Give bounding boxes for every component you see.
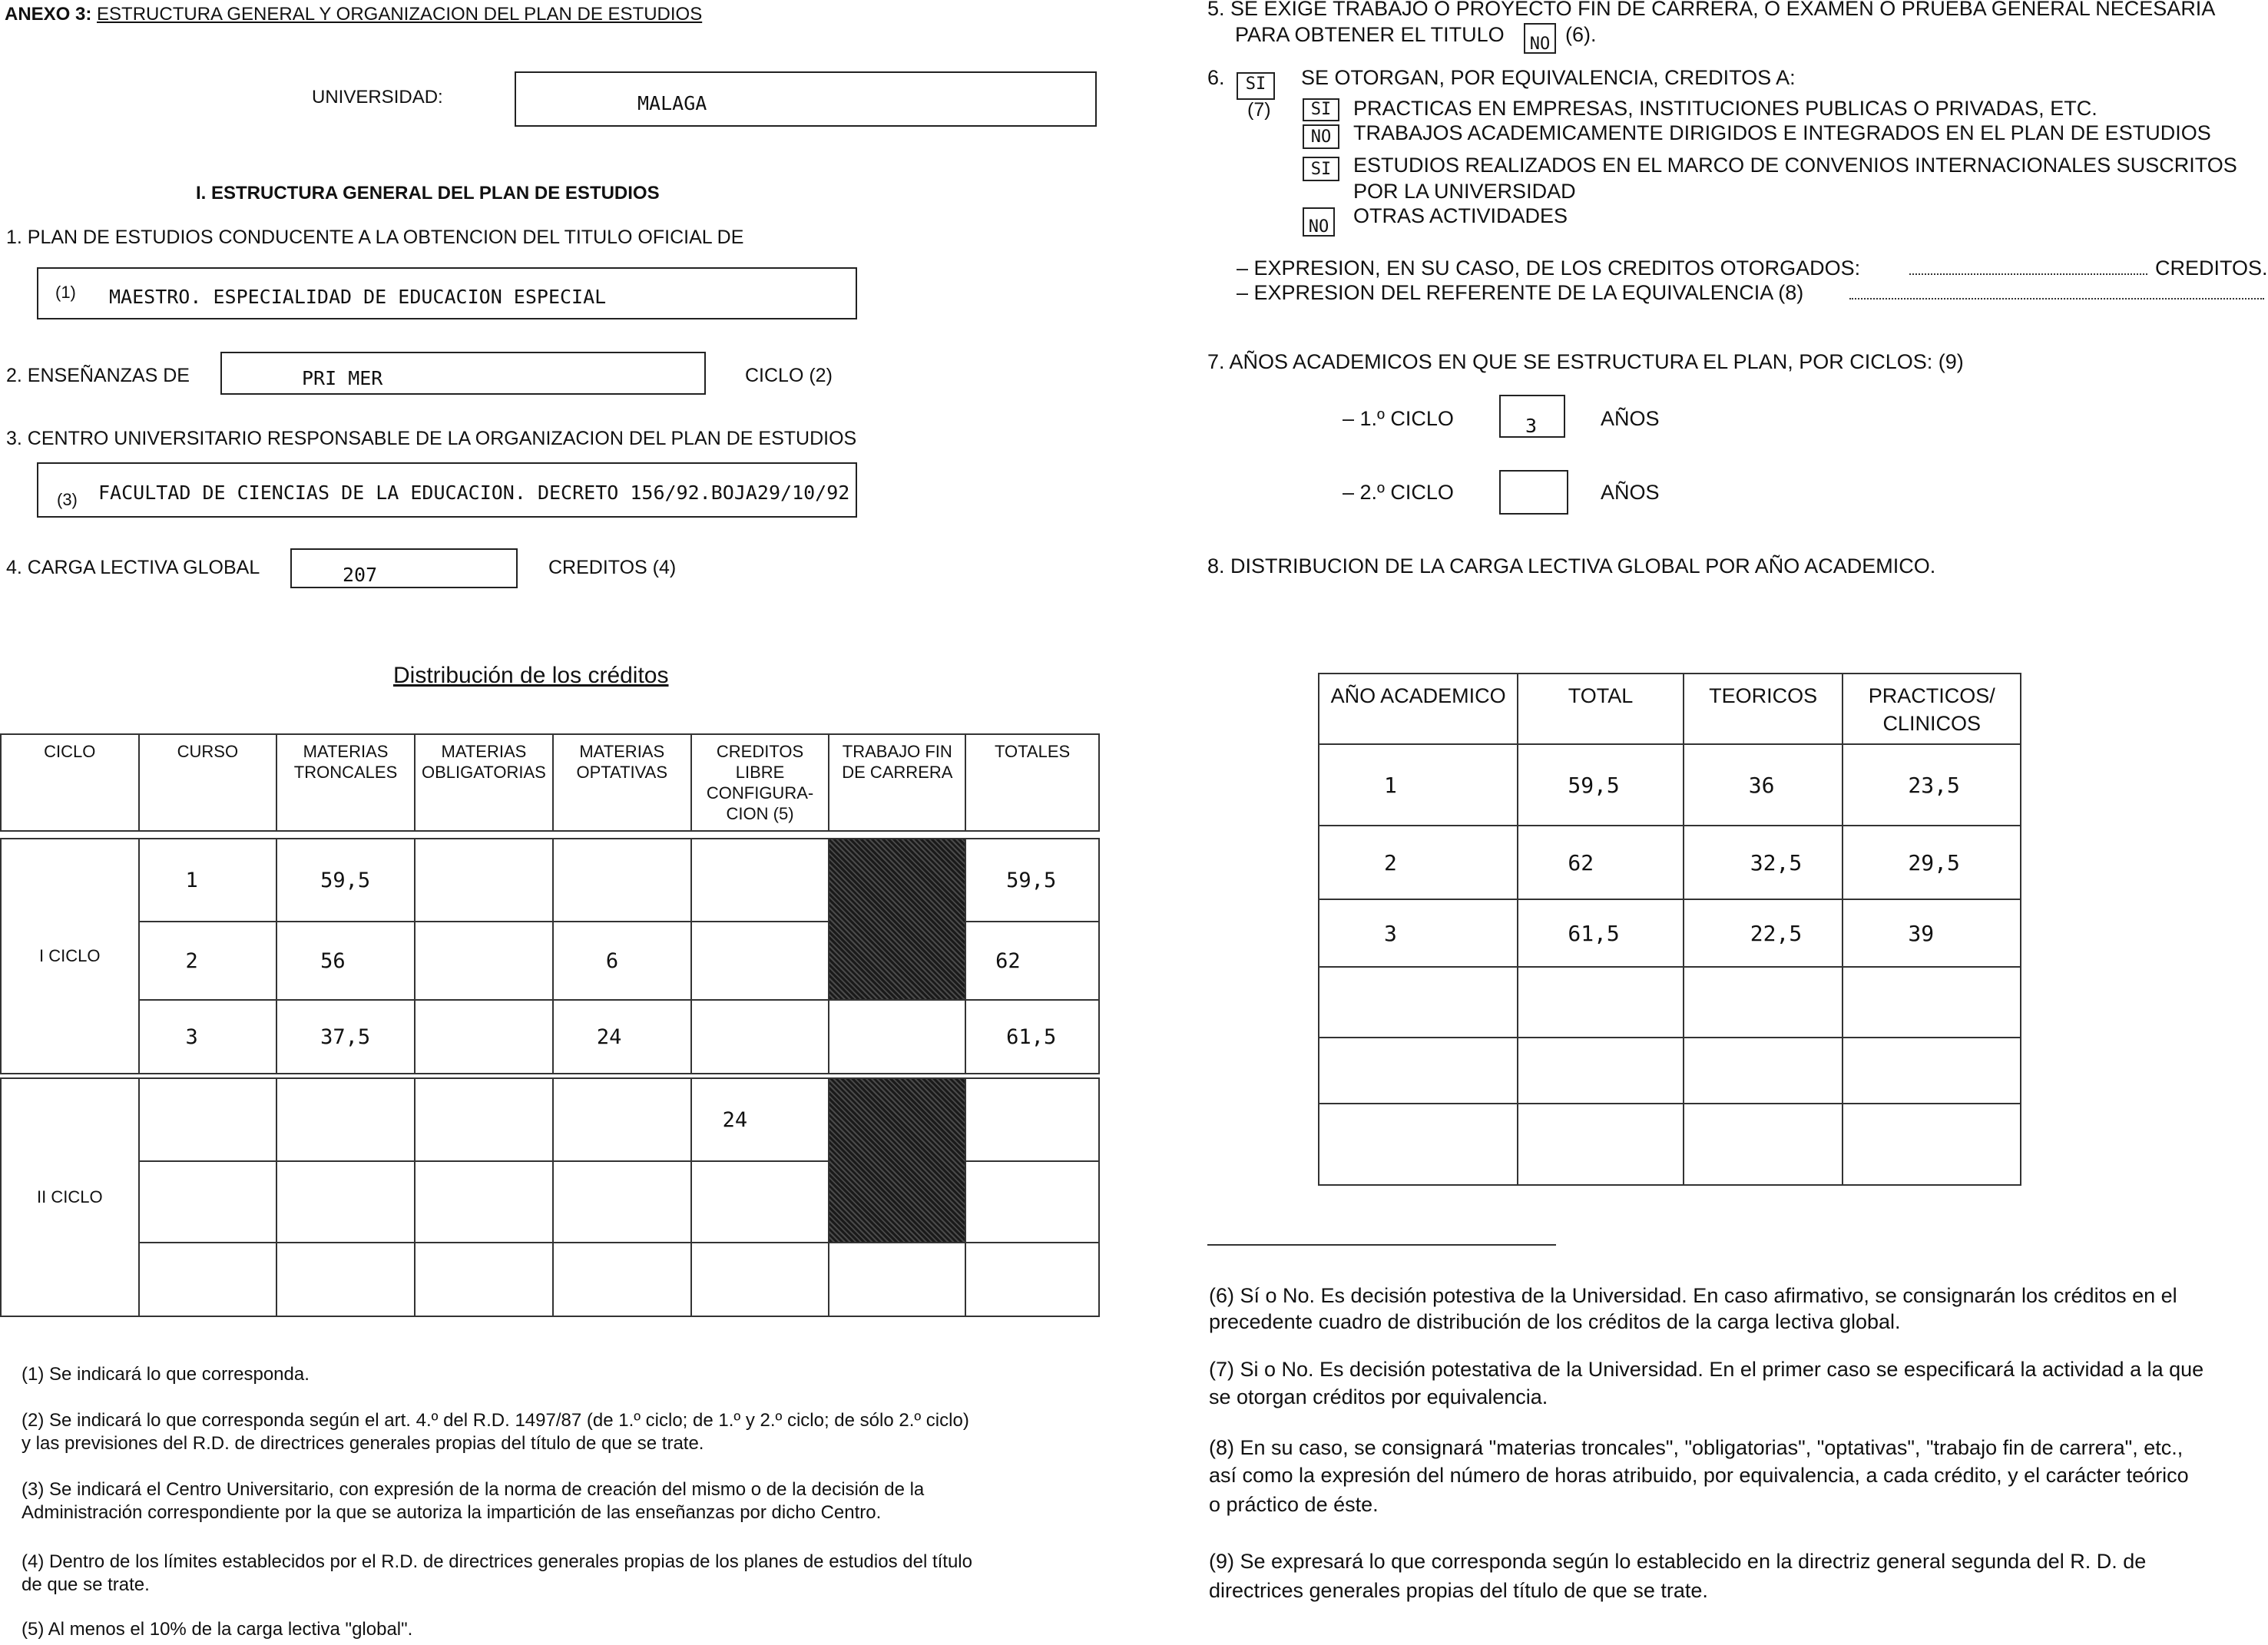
cell-ano (1319, 967, 1518, 1038)
cell-teoricos: 22,5 (1684, 899, 1843, 967)
cell-obligatorias (415, 839, 553, 922)
cell-teoricos: 36 (1684, 744, 1843, 826)
universidad-label: UNIVERSIDAD: (312, 87, 443, 108)
item2-label: 2. ENSEÑANZAS DE (6, 365, 190, 386)
cell-obligatorias (415, 1078, 553, 1161)
item7-label: 7. AÑOS ACADEMICOS EN QUE SE ESTRUCTURA EL PLAN, POR CICLOS: (9) (1207, 350, 1964, 373)
cell-troncales (276, 1078, 415, 1161)
cell-practicos (1843, 967, 2021, 1038)
cell-practicos: 29,5 (1843, 826, 2021, 899)
ciclo1-years-field (1499, 395, 1565, 438)
col-total: TOTAL (1518, 674, 1683, 744)
table-row (1319, 1038, 2021, 1104)
footnote-6-cont: precedente cuadro de distribución de los créditos de la carga lectiva global. (1209, 1310, 1901, 1333)
col-teoricos: TEORICOS (1684, 674, 1843, 744)
item3-label: 3. CENTRO UNIVERSITARIO RESPONSABLE DE LA ORGANIZACION DEL PLAN DE ESTUDIOS (6, 428, 857, 449)
cell-optativas (553, 839, 691, 922)
cell-troncales: 56 (276, 922, 415, 1000)
titulo-ref: (1) (55, 283, 76, 302)
cell-libre (691, 839, 829, 922)
footnote-6: (6) Sí o No. Es decisión potestiva de la Universidad. En caso afirmativo, se consignarán los créditos en el (1209, 1284, 2177, 1307)
cell-ano: 1 (1319, 744, 1518, 826)
cell-libre (691, 922, 829, 1000)
item6-num: 6. (1207, 66, 1225, 89)
item5-ref: (6). (1565, 23, 1597, 46)
item4-suffix: CREDITOS (4) (548, 557, 677, 578)
cell-totales (965, 1078, 1099, 1161)
ciclo2-years-unit: AÑOS (1601, 481, 1660, 504)
table-row (1, 1078, 1099, 1161)
expr1-label: – EXPRESION, EN SU CASO, DE LOS CREDITOS OTORGADOS: (1237, 257, 1861, 280)
item6-ref: (7) (1247, 99, 1271, 121)
cell-curso: 3 (139, 1000, 277, 1074)
footnote-divider (1207, 1244, 1556, 1246)
cell-troncales: 59,5 (276, 839, 415, 922)
cell-totales: 59,5 (965, 839, 1099, 922)
universidad-value: MALAGA (637, 92, 707, 114)
distribution-table (0, 733, 1100, 1317)
ciclo1-years-value: 3 (1525, 415, 1538, 437)
year-distribution-table (1318, 673, 2021, 1186)
ciclo1-label: I CICLO (1, 839, 139, 1074)
footnote-4: (4) Dentro de los límites establecidos por el R.D. de directrices generales propias de los planes de estudios del título (22, 1551, 972, 1572)
universidad-field (515, 71, 1097, 127)
ciclo-field (220, 352, 706, 395)
col-totales: TOTALES (965, 734, 1099, 831)
cell-totales: 62 (965, 922, 1099, 1000)
centro-ref: (3) (57, 490, 78, 509)
item5-line2: PARA OBTENER EL TITULO (1235, 23, 1505, 46)
footnote-9-cont: directrices generales propias del título de que se trate. (1209, 1579, 1708, 1602)
cell-ano (1319, 1104, 1518, 1185)
col-troncales: MATERIAS TRONCALES (276, 734, 415, 831)
cell-ano (1319, 1038, 1518, 1104)
cell-ano: 2 (1319, 826, 1518, 899)
item2-suffix: CICLO (2) (745, 365, 833, 386)
cell-libre (691, 1161, 829, 1243)
cell-totales (965, 1161, 1099, 1243)
cell-totales: 61,5 (965, 1000, 1099, 1074)
trabajo-fin-checkbox: NO (1524, 23, 1556, 54)
practicas-checkbox: SI (1303, 98, 1339, 121)
col-practicos: PRACTICOS/ CLINICOS (1843, 674, 2021, 744)
footnote-3-cont: Administración correspondiente por la que se autoriza la impartición de las enseñanzas por dicho Centro. (22, 1502, 882, 1523)
ciclo1-years-unit: AÑOS (1601, 407, 1660, 430)
cell-teoricos (1684, 1104, 1843, 1185)
carga-field (290, 548, 518, 588)
cell-totales (965, 1243, 1099, 1316)
practicas-label: PRACTICAS EN EMPRESAS, INSTITUCIONES PUBLICAS O PRIVADAS, ETC. (1353, 97, 2097, 120)
trabajos-label: TRABAJOS ACADEMICAMENTE DIRIGIDOS E INTEGRADOS EN EL PLAN DE ESTUDIOS (1353, 121, 2211, 144)
cell-teoricos (1684, 967, 1843, 1038)
convenios-label-cont: POR LA UNIVERSIDAD (1353, 180, 1576, 203)
anexo-header (5, 3, 702, 26)
cell-libre (691, 1000, 829, 1074)
cell-total: 59,5 (1518, 744, 1683, 826)
table-row (1, 1000, 1099, 1074)
cell-practicos: 23,5 (1843, 744, 2021, 826)
cell-total (1518, 1038, 1683, 1104)
cell-practicos (1843, 1038, 2021, 1104)
cell-trabajo-shaded (829, 1078, 965, 1243)
dist-header-row (1, 734, 1099, 831)
cell-trabajo (829, 1243, 965, 1316)
year-header-row (1319, 674, 2021, 744)
footnote-4-cont: de que se trate. (22, 1574, 150, 1595)
col-trabajo: TRABAJO FIN DE CARRERA (829, 734, 965, 831)
item4-label: 4. CARGA LECTIVA GLOBAL (6, 557, 260, 578)
cell-practicos (1843, 1104, 2021, 1185)
ciclo2-label: II CICLO (1, 1078, 139, 1316)
expr2-label: – EXPRESION DEL REFERENTE DE LA EQUIVALENCIA (8) (1237, 281, 1804, 304)
col-optativas: MATERIAS OPTATIVAS (553, 734, 691, 831)
item6-label: SE OTORGAN, POR EQUIVALENCIA, CREDITOS A: (1301, 66, 1796, 89)
cell-total (1518, 1104, 1683, 1185)
convenios-label: ESTUDIOS REALIZADOS EN EL MARCO DE CONVENIOS INTERNACIONALES SUSCRITOS (1353, 154, 2237, 177)
expr1-dots (1909, 273, 2147, 275)
item5-line1: 5. SE EXIGE TRABAJO O PROYECTO FIN DE CARRERA, O EXAMEN O PRUEBA GENERAL NECESARIA (1207, 0, 2216, 20)
cell-troncales (276, 1243, 415, 1316)
footnote-5: (5) Al menos el 10% de la carga lectiva "global". (22, 1619, 413, 1640)
item8-label: 8. DISTRIBUCION DE LA CARGA LECTIVA GLOBAL POR AÑO ACADEMICO. (1207, 554, 1936, 578)
cell-trabajo (829, 1000, 965, 1074)
cell-practicos: 39 (1843, 899, 2021, 967)
cell-optativas (553, 1243, 691, 1316)
table-row (1, 839, 1099, 922)
ciclo-value: PRI MER (302, 367, 383, 389)
cell-troncales: 37,5 (276, 1000, 415, 1074)
cell-obligatorias (415, 922, 553, 1000)
anexo-label: ANEXO 3: (5, 4, 92, 25)
footnote-3: (3) Se indicará el Centro Universitario, con expresión de la norma de creación del mismo o de la decisión de la (22, 1479, 925, 1500)
cell-curso (139, 1243, 277, 1316)
titulo-field (37, 267, 857, 319)
expr1-end: CREDITOS. (2155, 257, 2268, 280)
cell-total: 62 (1518, 826, 1683, 899)
footnote-7: (7) Si o No. Es decisión potestativa de la Universidad. En el primer caso se especificará la actividad a la que (1209, 1358, 2204, 1381)
footnote-8-cont: así como la expresión del número de horas atribuido, por equivalencia, a cada crédito, y el carácter teórico (1209, 1464, 2189, 1487)
expr2-dots (1849, 298, 2264, 300)
cell-obligatorias (415, 1000, 553, 1074)
dist-title: Distribución de los créditos (393, 663, 669, 688)
cell-total: 61,5 (1518, 899, 1683, 967)
trabajos-checkbox: NO (1303, 124, 1339, 149)
cell-optativas (553, 1161, 691, 1243)
cell-teoricos (1684, 1038, 1843, 1104)
otras-checkbox: NO (1303, 207, 1335, 237)
col-obligatorias: MATERIAS OBLIGATORIAS (415, 734, 553, 831)
footnote-1: (1) Se indicará lo que corresponda. (22, 1364, 310, 1385)
footnote-9: (9) Se expresará lo que corresponda según lo establecido en la directriz general segunda del R. D. de (1209, 1550, 2147, 1573)
cell-libre: 24 (691, 1078, 829, 1161)
table-row (1319, 967, 2021, 1038)
ciclo2-years-label: – 2.º CICLO (1343, 481, 1454, 504)
carga-value: 207 (343, 564, 378, 586)
cell-curso: 1 (139, 839, 277, 922)
cell-optativas: 24 (553, 1000, 691, 1074)
titulo-value: MAESTRO. ESPECIALIDAD DE EDUCACION ESPECIAL (109, 286, 607, 308)
cell-troncales (276, 1161, 415, 1243)
cell-obligatorias (415, 1243, 553, 1316)
section-title: I. ESTRUCTURA GENERAL DEL PLAN DE ESTUDIOS (196, 183, 660, 204)
cell-libre (691, 1243, 829, 1316)
table-row (1, 1243, 1099, 1316)
cell-obligatorias (415, 1161, 553, 1243)
table-row (1319, 826, 2021, 899)
table-row (1319, 744, 2021, 826)
col-ciclo: CICLO (1, 734, 139, 831)
footnote-7-cont: se otorgan créditos por equivalencia. (1209, 1385, 1548, 1408)
cell-curso: 2 (139, 922, 277, 1000)
footnote-2-cont: y las previsiones del R.D. de directrices generales propias del título de que se trate. (22, 1433, 704, 1454)
footnote-8-cont2: o práctico de éste. (1209, 1493, 1379, 1516)
cell-trabajo-shaded (829, 839, 965, 1000)
anexo-title: ESTRUCTURA GENERAL Y ORGANIZACION DEL PLAN DE ESTUDIOS (97, 4, 703, 25)
cell-total (1518, 967, 1683, 1038)
cell-ano: 3 (1319, 899, 1518, 967)
footnote-8: (8) En su caso, se consignará "materias troncales", "obligatorias", "optativas", "trabajo fin de carrera", etc., (1209, 1436, 2184, 1459)
cell-optativas: 6 (553, 922, 691, 1000)
otras-label: OTRAS ACTIVIDADES (1353, 204, 1568, 227)
cell-optativas (553, 1078, 691, 1161)
footnote-2: (2) Se indicará lo que corresponda según el art. 4.º del R.D. 1497/87 (de 1.º ciclo; de 1.º y 2.º ciclo; de sólo 2.º ciclo) (22, 1410, 969, 1431)
cell-curso (139, 1078, 277, 1161)
ciclo2-years-field (1499, 470, 1568, 515)
col-curso: CURSO (139, 734, 277, 831)
equivalencia-checkbox: SI (1237, 72, 1275, 100)
item1-label: 1. PLAN DE ESTUDIOS CONDUCENTE A LA OBTENCION DEL TITULO OFICIAL DE (6, 227, 744, 248)
table-row (1319, 1104, 2021, 1185)
cell-teoricos: 32,5 (1684, 826, 1843, 899)
cell-curso (139, 1161, 277, 1243)
convenios-checkbox: SI (1303, 157, 1339, 181)
ciclo1-years-label: – 1.º CICLO (1343, 407, 1454, 430)
col-ano: AÑO ACADEMICO (1319, 674, 1518, 744)
table-row (1319, 899, 2021, 967)
centro-value: FACULTAD DE CIENCIAS DE LA EDUCACION. DECRETO 156/92.BOJA29/10/92 (98, 482, 850, 504)
col-libre: CREDITOS LIBRE CONFIGURA-CION (5) (691, 734, 829, 831)
